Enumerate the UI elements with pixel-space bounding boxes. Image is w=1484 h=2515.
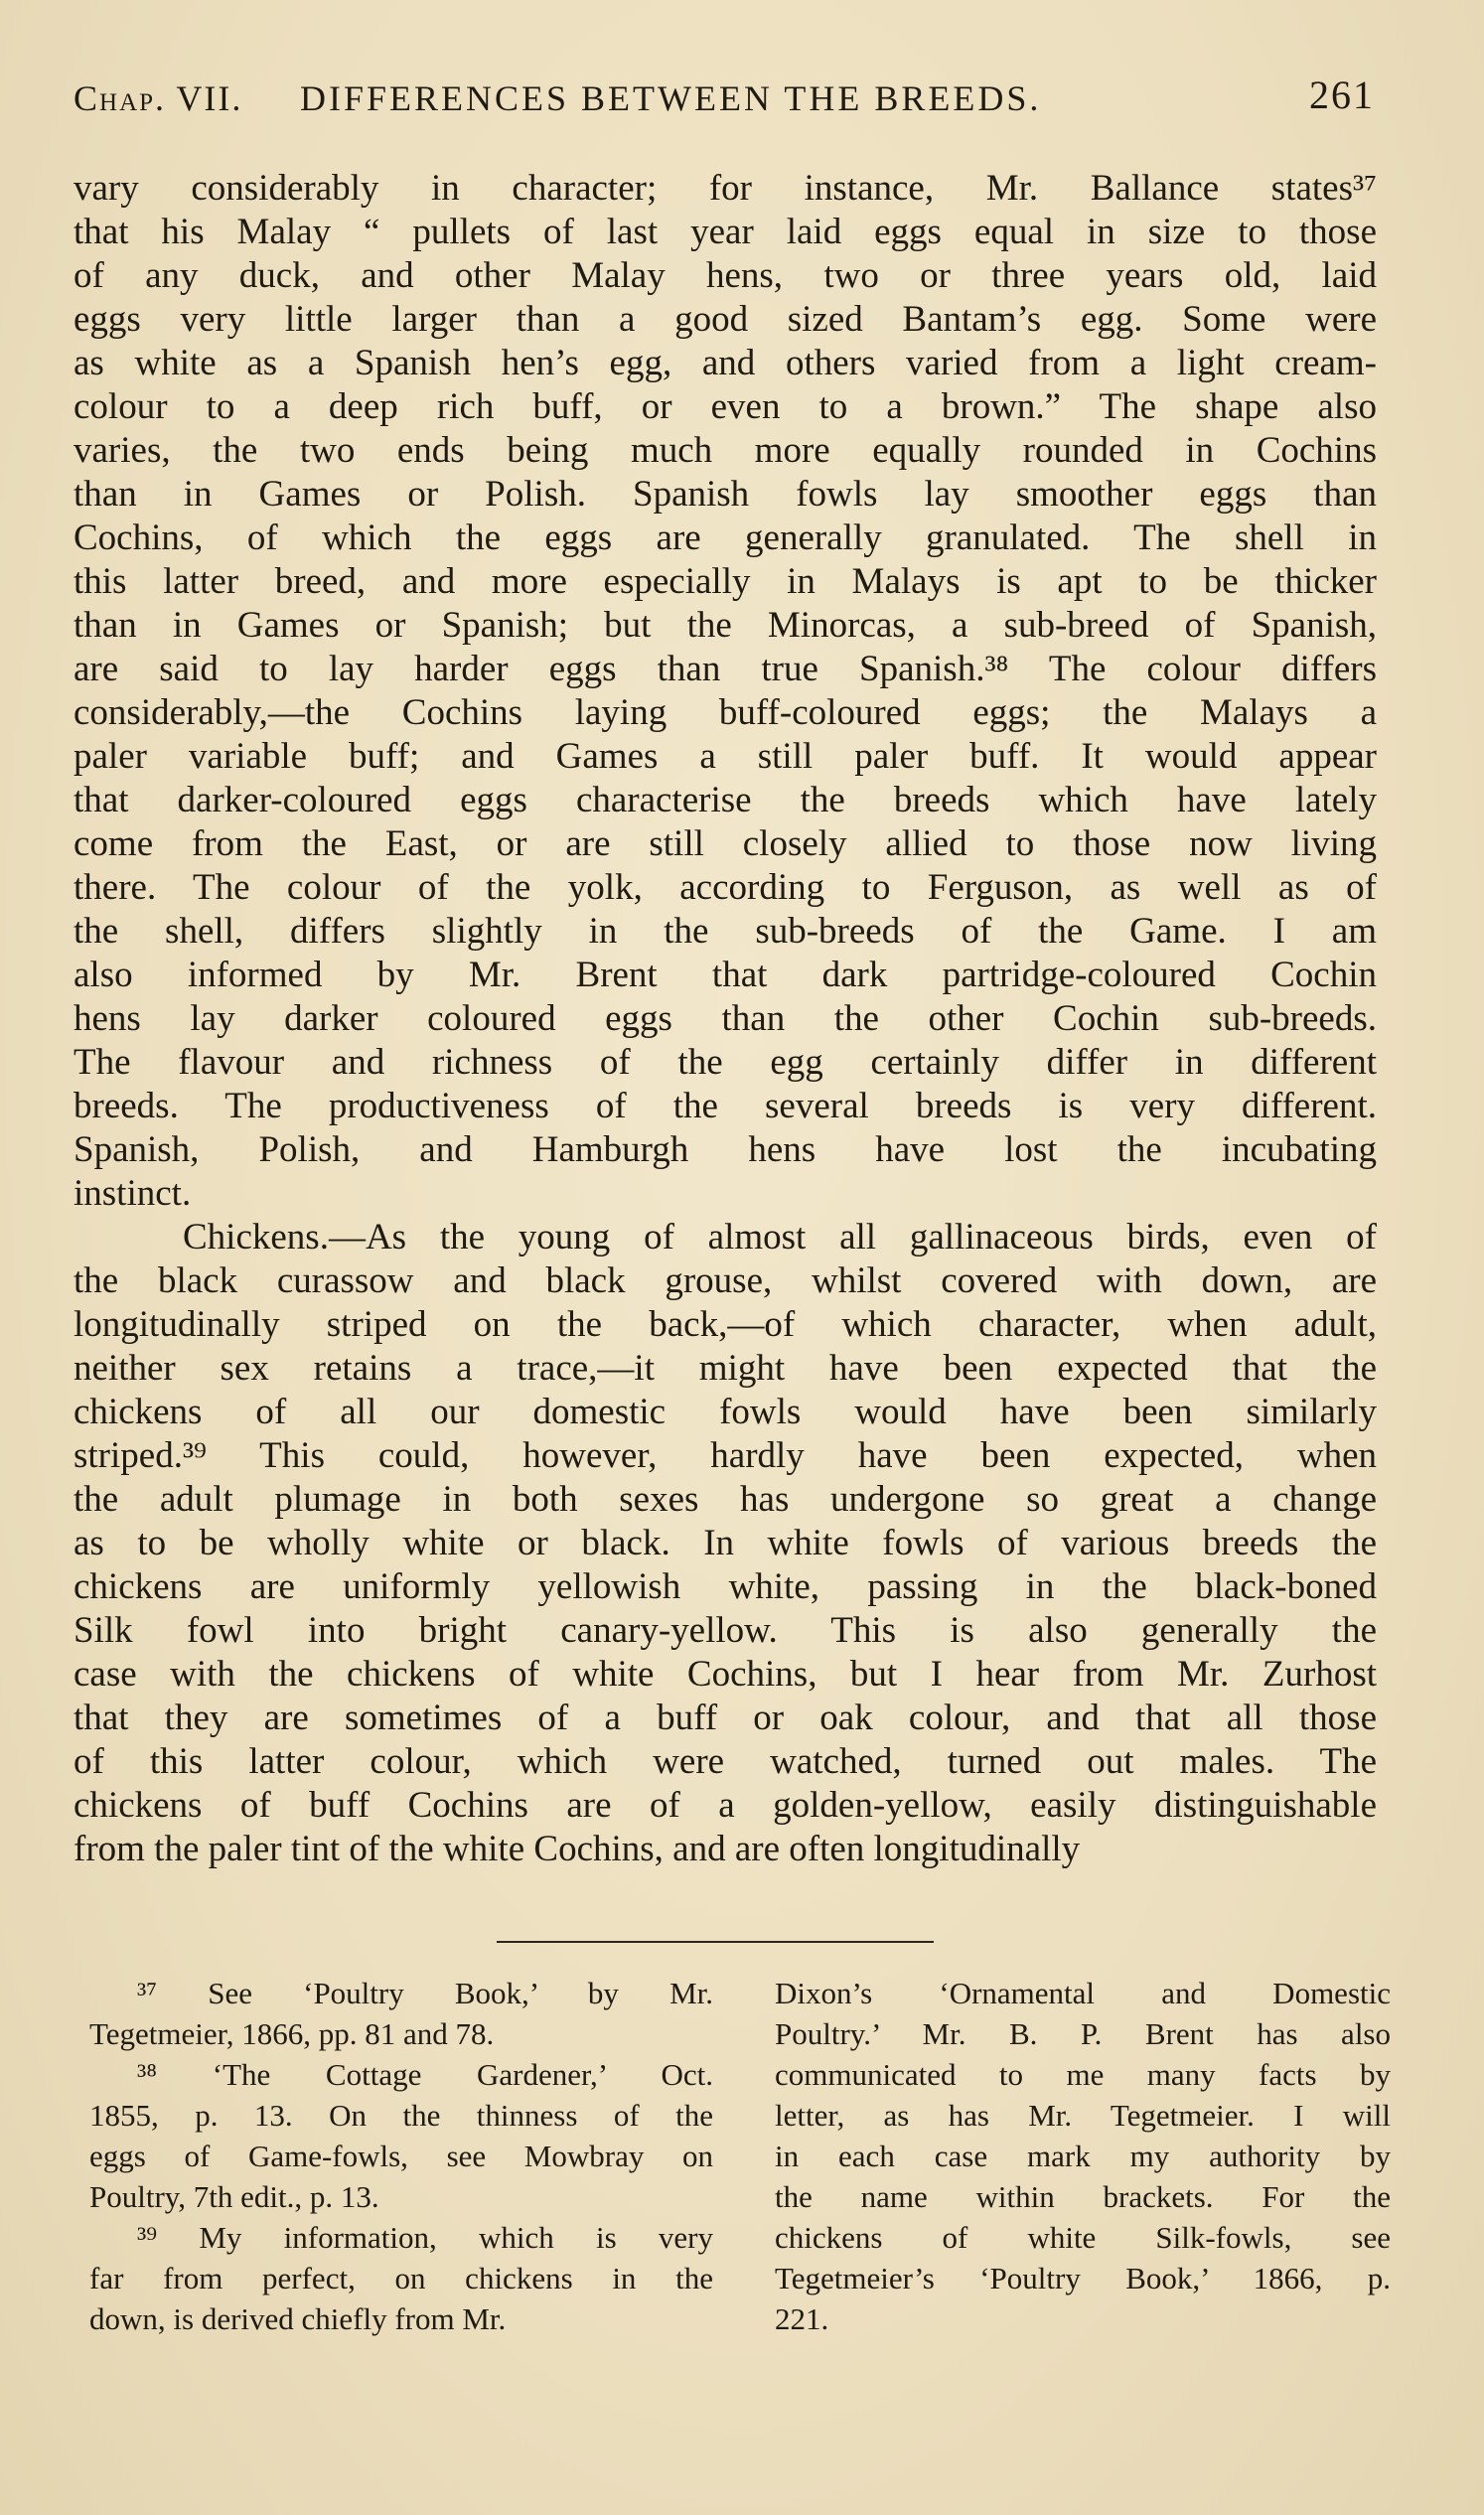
body-line: Chickens.—As the young of almost all gallinaceous birds, even of bbox=[183, 1217, 1377, 1258]
body-line: the black curassow and black grouse, whilst covered with down, are bbox=[74, 1260, 1377, 1301]
body-line: neither sex retains a trace,—it might have been expected that the bbox=[74, 1348, 1377, 1389]
body-line: of any duck, and other Malay hens, two or three years old, laid bbox=[74, 255, 1377, 296]
body-line: there. The colour of the yolk, according to Ferguson, as well as of bbox=[74, 867, 1377, 908]
footnote-line: far from perfect, on chickens in the bbox=[89, 2261, 713, 2295]
body-line: also informed by Mr. Brent that dark partridge-coloured Cochin bbox=[74, 955, 1377, 995]
footnote-line: down, is derived chiefly from Mr. bbox=[89, 2301, 507, 2336]
body-line: considerably,—the Cochins laying buff-coloured eggs; the Malays a bbox=[74, 692, 1377, 733]
body-line: are said to lay harder eggs than true Spanish.³⁸ The colour differs bbox=[74, 649, 1377, 689]
body-line: breeds. The productiveness of the several breeds is very different. bbox=[74, 1086, 1377, 1126]
footnote-line: chickens of white Silk-fowls, see bbox=[775, 2220, 1391, 2255]
running-header bbox=[74, 68, 1375, 127]
body-line: vary considerably in character; for instance, Mr. Ballance states³⁷ bbox=[74, 168, 1377, 209]
running-title: DIFFERENCES BETWEEN THE BREEDS. bbox=[300, 78, 1042, 118]
footnotes-right-column bbox=[775, 1973, 1391, 2339]
body-line: case with the chickens of white Cochins, but I hear from Mr. Zurhost bbox=[74, 1654, 1377, 1695]
footnotes-left-column bbox=[89, 1973, 713, 2339]
body-line: that darker-coloured eggs characterise the breeds which have lately bbox=[74, 780, 1377, 820]
footnote-line: letter, as has Mr. Tegetmeier. I will bbox=[775, 2098, 1391, 2133]
page-number: 261 bbox=[1309, 73, 1375, 117]
body-line: Spanish, Polish, and Hamburgh hens have lost the incubating bbox=[74, 1129, 1377, 1170]
footnote-line: the name within brackets. For the bbox=[775, 2179, 1391, 2214]
footnote-line: Tegetmeier’s ‘Poultry Book,’ 1866, p. bbox=[775, 2261, 1391, 2295]
footnote-line: ³⁸ ‘The Cottage Gardener,’ Oct. bbox=[137, 2057, 713, 2092]
body-line: striped.³⁹ This could, however, hardly have been expected, when bbox=[74, 1435, 1377, 1476]
footnote-divider bbox=[497, 1941, 934, 1943]
body-line: the shell, differs slightly in the sub-breeds of the Game. I am bbox=[74, 911, 1377, 952]
footnote-line: ³⁷ See ‘Poultry Book,’ by Mr. bbox=[137, 1976, 713, 2010]
footnote-line: in each case mark my authority by bbox=[775, 2139, 1391, 2173]
body-line: Silk fowl into bright canary-yellow. This is also generally the bbox=[74, 1610, 1377, 1651]
body-line: that they are sometimes of a buff or oak colour, and that all those bbox=[74, 1698, 1377, 1738]
body-line: come from the East, or are still closely allied to those now living bbox=[74, 823, 1377, 864]
body-line: from the paler tint of the white Cochins, and are often longitudinally bbox=[74, 1829, 1081, 1869]
body-line: colour to a deep rich buff, or even to a brown.” The shape also bbox=[74, 386, 1377, 427]
body-line: that his Malay “ pullets of last year laid eggs equal in size to those bbox=[74, 212, 1377, 252]
footnote-line: Dixon’s ‘Ornamental and Domestic bbox=[775, 1976, 1391, 2010]
footnote-line: ³⁹ My information, which is very bbox=[137, 2220, 713, 2255]
body-line: instinct. bbox=[74, 1173, 192, 1214]
footnote-line: communicated to me many facts by bbox=[775, 2057, 1391, 2092]
body-text bbox=[74, 167, 1377, 1871]
body-line: varies, the two ends being much more equally rounded in Cochins bbox=[74, 430, 1377, 471]
footnote-line: Tegetmeier, 1866, pp. 81 and 78. bbox=[89, 2016, 495, 2051]
body-line: Cochins, of which the eggs are generally granulated. The shell in bbox=[74, 518, 1377, 558]
body-line: of this latter colour, which were watched, turned out males. The bbox=[74, 1741, 1377, 1782]
footnote-line: 1855, p. 13. On the thinness of the bbox=[89, 2098, 713, 2133]
body-line: than in Games or Polish. Spanish fowls lay smoother eggs than bbox=[74, 474, 1377, 515]
body-line: than in Games or Spanish; but the Minorcas, a sub-breed of Spanish, bbox=[74, 605, 1377, 646]
body-line: this latter breed, and more especially in Malays is apt to be thicker bbox=[74, 561, 1377, 602]
body-line: as white as a Spanish hen’s egg, and others varied from a light cream- bbox=[74, 343, 1377, 383]
body-line: chickens of all our domestic fowls would have been similarly bbox=[74, 1392, 1377, 1432]
body-line: as to be wholly white or black. In white fowls of various breeds the bbox=[74, 1523, 1377, 1563]
footnote-line: 221. bbox=[775, 2301, 829, 2336]
body-line: chickens of buff Cochins are of a golden-yellow, easily distinguishable bbox=[74, 1785, 1377, 1826]
body-line: paler variable buff; and Games a still paler buff. It would appear bbox=[74, 736, 1377, 777]
footnote-line: eggs of Game-fowls, see Mowbray on bbox=[89, 2139, 713, 2173]
chapter-label: Chap. VII. bbox=[74, 78, 243, 118]
footnote-line: Poultry.’ Mr. B. P. Brent has also bbox=[775, 2016, 1391, 2051]
footnote-line: Poultry, 7th edit., p. 13. bbox=[89, 2179, 379, 2214]
body-line: hens lay darker coloured eggs than the other Cochin sub-breeds. bbox=[74, 998, 1377, 1039]
body-line: longitudinally striped on the back,—of which character, when adult, bbox=[74, 1304, 1377, 1345]
body-line: eggs very little larger than a good sized Bantam’s egg. Some were bbox=[74, 299, 1377, 340]
body-line: the adult plumage in both sexes has undergone so great a change bbox=[74, 1479, 1377, 1520]
body-line: chickens are uniformly yellowish white, passing in the black-boned bbox=[74, 1566, 1377, 1607]
body-line: The flavour and richness of the egg certainly differ in different bbox=[74, 1042, 1377, 1083]
